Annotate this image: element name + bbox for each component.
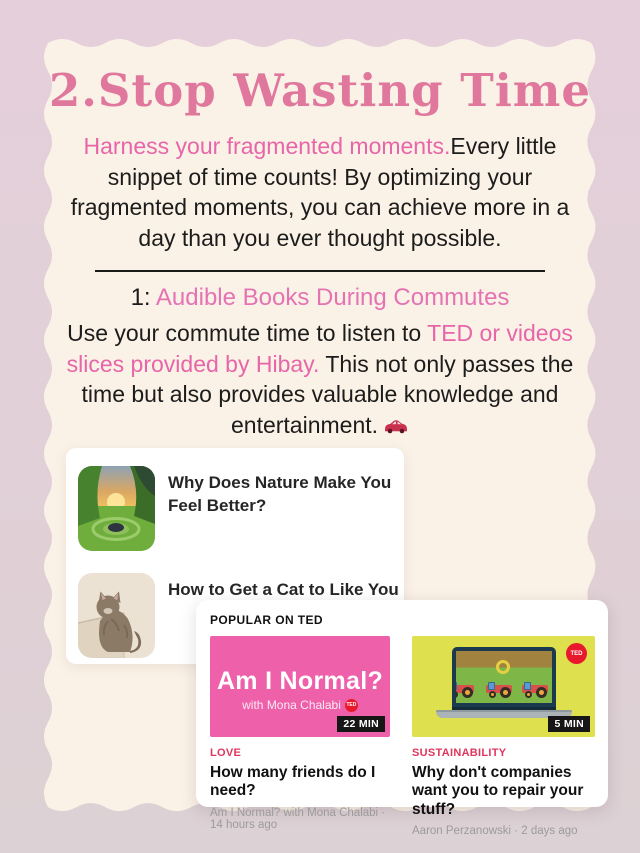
section-number: 1: (130, 284, 156, 311)
ted-logo-icon: TED (345, 699, 358, 712)
category-label: SUSTAINABILITY (412, 747, 507, 759)
section-body-end: This not only passes the time but also provides valuable knowledge and entertainment. (81, 350, 574, 438)
ted-card-byline: Aaron Perzanowski · 2 days ago (412, 824, 578, 837)
ted-card-title: How many friends do I need? (210, 764, 376, 800)
ted-panel-header: POPULAR ON TED (210, 613, 323, 627)
ted-card-am-i-normal[interactable] (210, 636, 390, 831)
ted-popular-panel (196, 600, 608, 837)
section-paragraph (50, 318, 590, 440)
section-body-start: Use your commute time to listen to (67, 320, 428, 346)
playlist-item-title: How to Get a Cat to Like You (168, 580, 399, 599)
intro-highlight-text: Harness your fragmented moments. (83, 133, 451, 159)
duration-badge: 22 MIN (337, 716, 385, 732)
cat-on-stairs-thumbnail (78, 573, 155, 658)
divider-line (95, 270, 545, 272)
playlist-item-nature[interactable] (78, 466, 404, 551)
nature-valley-thumbnail (78, 466, 155, 551)
cover-title: Am I Normal? (216, 667, 384, 695)
cover-subtitle: with Mona Chalabi TED (242, 698, 357, 712)
intro-paragraph (50, 131, 590, 253)
am-i-normal-cover (210, 636, 390, 737)
duration-badge: 5 MIN (548, 716, 590, 732)
page-title: 2.Stop Wasting Time (48, 64, 592, 117)
repair-cover-illustration (412, 636, 595, 737)
intro-body-text: Every little snippet of time counts! By optimizing your fragmented moments, you can achieve more in a day than you ever thought possible. (70, 133, 570, 251)
ted-card-title: Why don't companies want you to repair your stuff? (412, 764, 584, 818)
section-body-highlight: TED or videos slices provided by Hibay. (66, 320, 573, 377)
ted-card-repair[interactable] (412, 636, 595, 837)
ted-card-byline: Am I Normal? with Mona Chalabi · 14 hours ago (210, 806, 386, 831)
playlist-item-title: Why Does Nature Make You Feel Better? (168, 473, 392, 515)
red-car-icon (383, 419, 409, 434)
section-heading (0, 284, 640, 312)
laptop-illustration (436, 647, 572, 718)
ted-logo-icon: TED (566, 643, 587, 664)
category-label: LOVE (210, 747, 242, 759)
section-title: Audible Books During Commutes (155, 284, 510, 311)
